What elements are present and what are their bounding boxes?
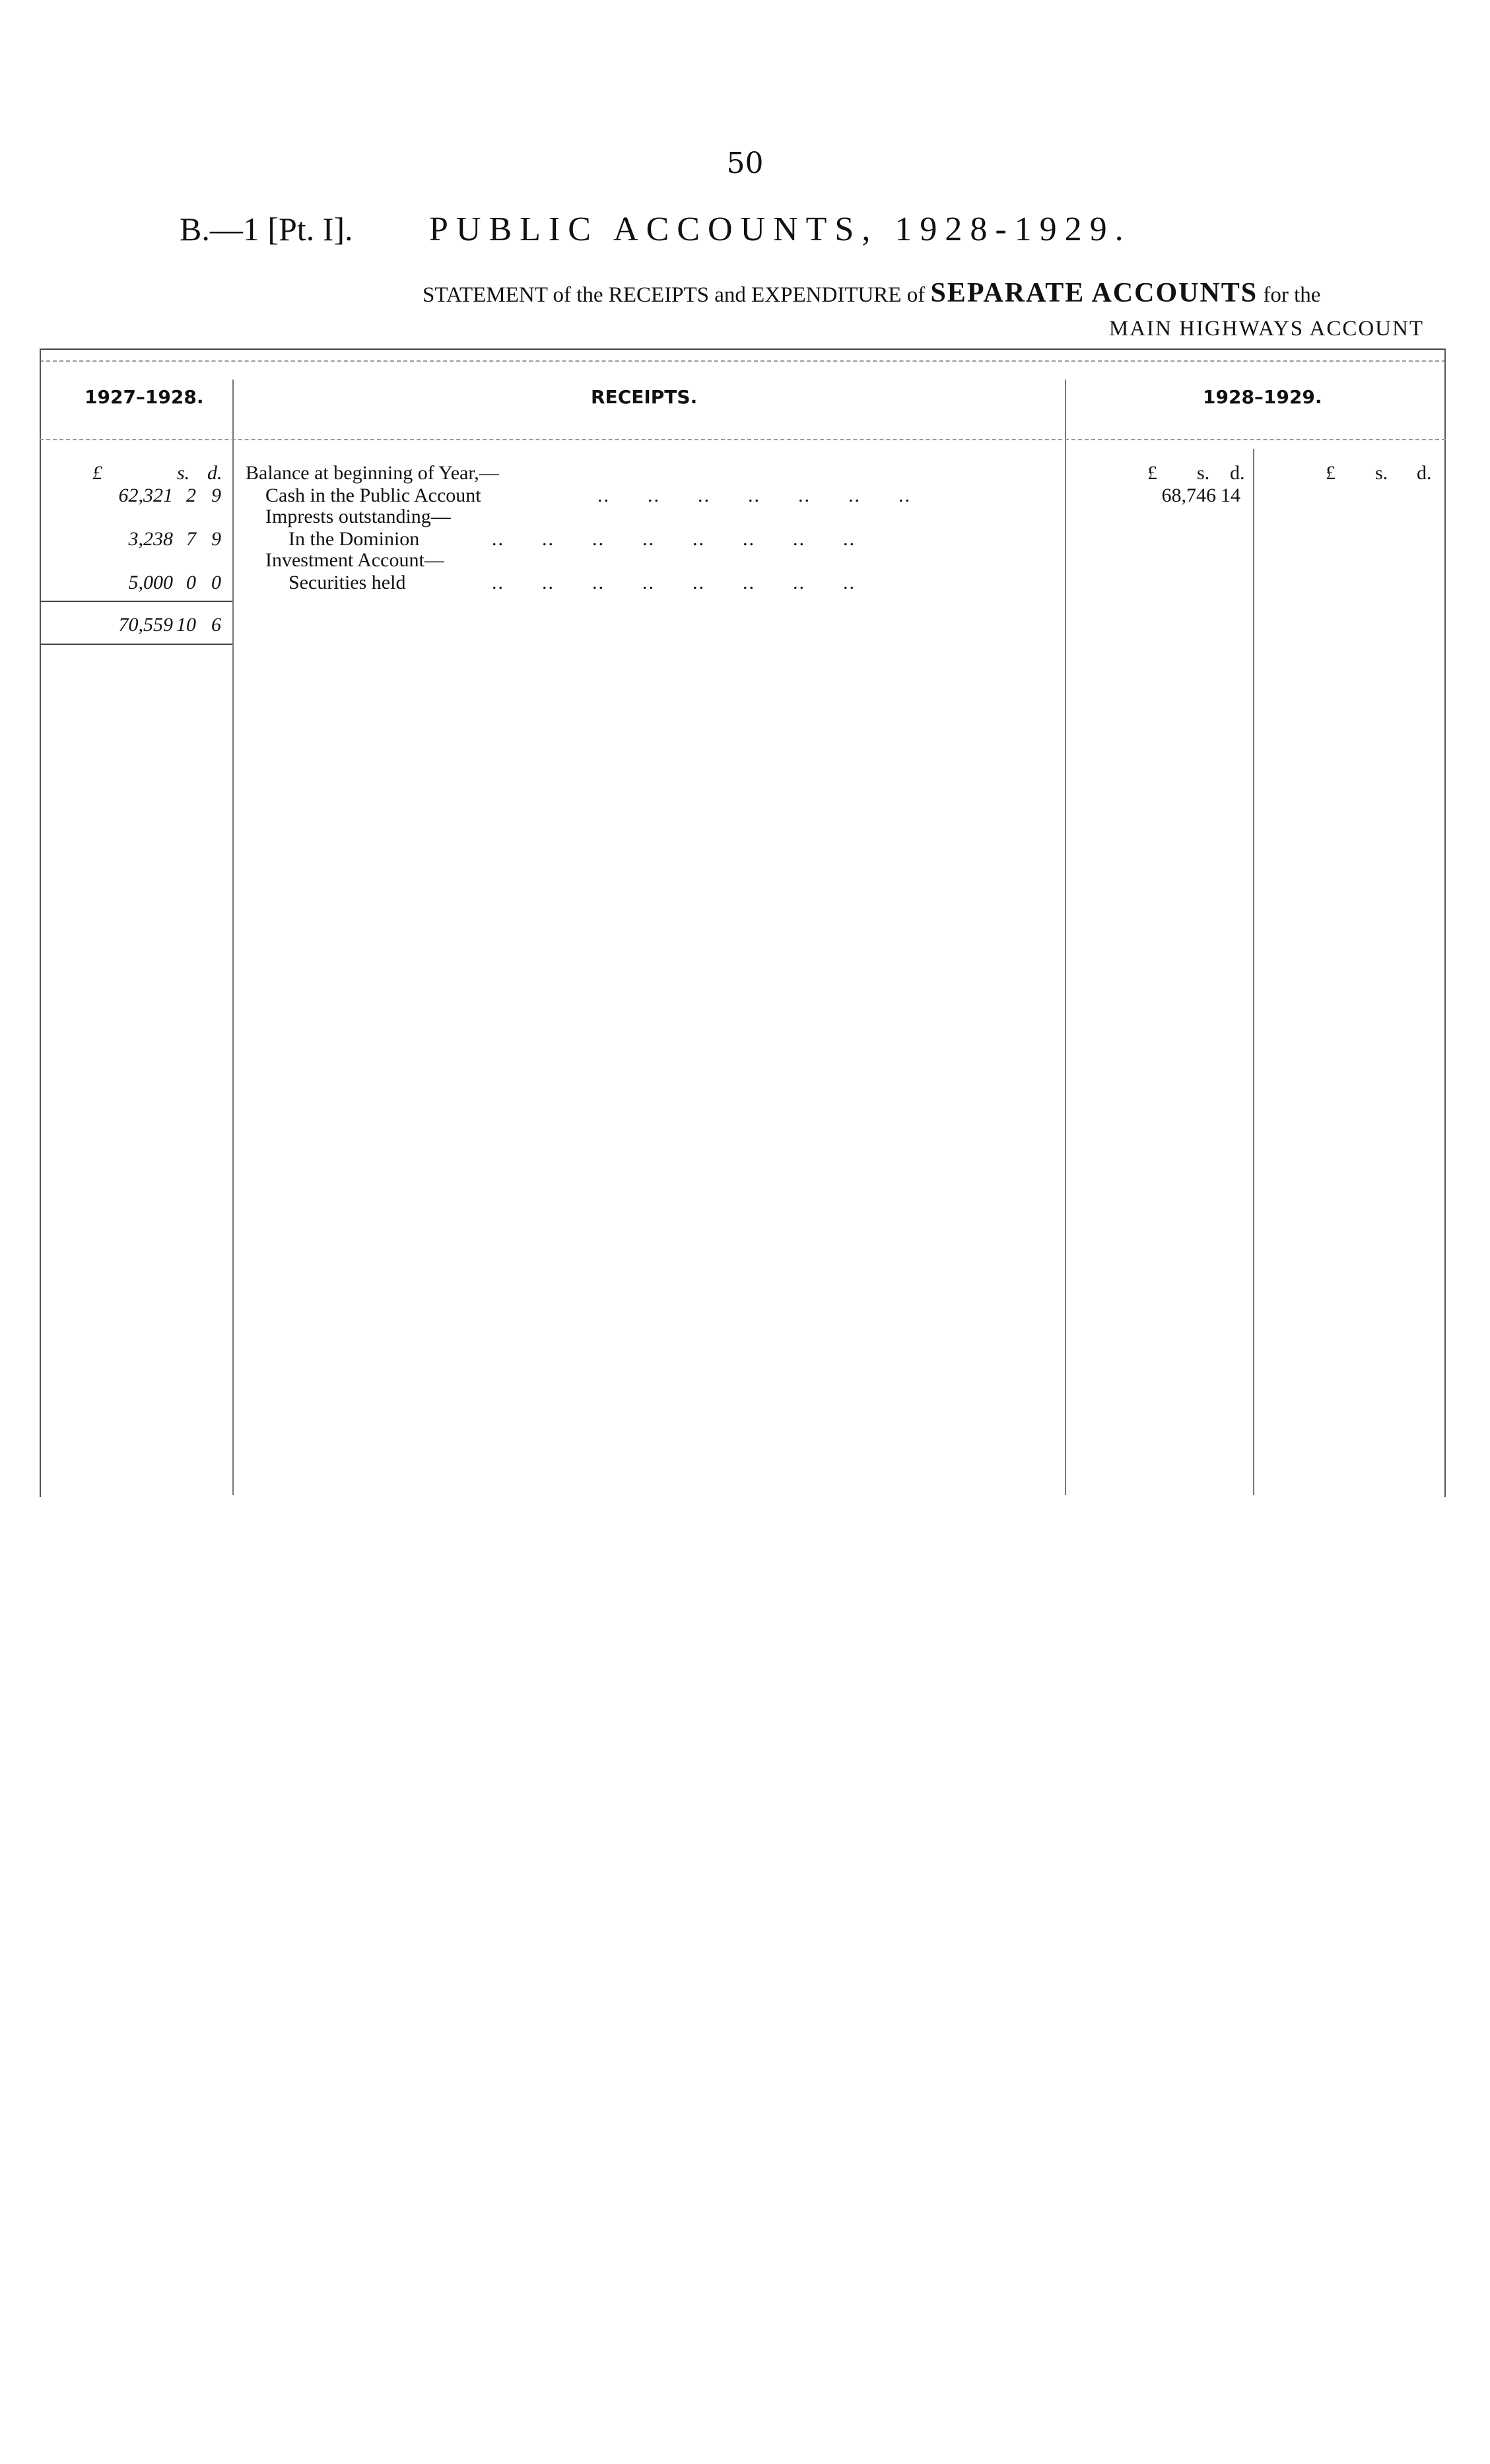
- unit-d-prev: d.: [207, 462, 222, 484]
- prev-securities-d: 0: [211, 572, 221, 593]
- inner-cash-s: 14: [1221, 484, 1240, 506]
- unit-pound-prev: £: [92, 462, 102, 484]
- col-sep-1: [232, 380, 234, 1495]
- unit-d-inner: d.: [1230, 462, 1245, 484]
- prev-balance-total-s: 10: [176, 614, 196, 636]
- unit-s-prev: s.: [177, 462, 190, 484]
- inner-cash-pounds: 68,746: [1161, 484, 1216, 506]
- table-top-rule: [40, 349, 1446, 350]
- header-prev-year: 1927–1928.: [85, 386, 204, 408]
- subtitle-bold: SEPARATE ACCOUNTS: [930, 278, 1258, 308]
- left-border: [40, 349, 41, 1497]
- row-balance-heading: Balance at beginning of Year,—: [246, 462, 499, 484]
- right-border: [1444, 349, 1446, 1497]
- unit-pound-inner: £: [1147, 462, 1157, 484]
- prev-balance-total-d: 6: [211, 614, 221, 636]
- row-dominion: In the Dominion: [288, 528, 420, 550]
- prev-cash-s: 2: [186, 484, 196, 506]
- unit-pound-outer: £: [1326, 462, 1336, 484]
- prev-dominion-s: 7: [186, 528, 196, 550]
- col-sep-3: [1253, 449, 1254, 1495]
- table-top-dash: [40, 360, 1446, 362]
- row-imprests: Imprests outstanding—: [265, 506, 451, 527]
- main-highways-title: MAIN HIGHWAYS ACCOUNT: [1108, 317, 1424, 341]
- prev-balance-total-pounds: 70,559: [118, 614, 173, 636]
- prev-dominion-pounds: 3,238: [128, 528, 173, 550]
- prev-securities-s: 0: [186, 572, 196, 593]
- document-title: PUBLIC ACCOUNTS, 1928-1929.: [429, 211, 1132, 248]
- page-number: 50: [726, 147, 764, 180]
- header-bottom-dash: [40, 439, 1446, 440]
- row-securities: Securities held: [288, 572, 406, 593]
- row-cash: Cash in the Public Account: [265, 484, 481, 506]
- prev-cash-d: 9: [211, 484, 221, 506]
- row-investment: Investment Account—: [265, 549, 444, 571]
- prev-dominion-d: 9: [211, 528, 221, 550]
- subtitle-post: for the: [1263, 283, 1321, 307]
- header-receipts: RECEIPTS.: [591, 386, 698, 408]
- statement-subtitle: [423, 277, 1320, 309]
- unit-s-outer: s.: [1375, 462, 1388, 484]
- unit-s-inner: s.: [1197, 462, 1210, 484]
- header-curr-year: 1928–1929.: [1203, 386, 1322, 408]
- col-sep-2: [1065, 380, 1066, 1495]
- document-series: B.—1 [Pt. I].: [180, 211, 353, 248]
- prev-cash-pounds: 62,321: [118, 484, 173, 506]
- unit-d-outer: d.: [1417, 462, 1432, 484]
- subtitle-pre: STATEMENT of the RECEIPTS and EXPENDITURE of: [423, 283, 926, 307]
- prev-securities-pounds: 5,000: [128, 572, 173, 593]
